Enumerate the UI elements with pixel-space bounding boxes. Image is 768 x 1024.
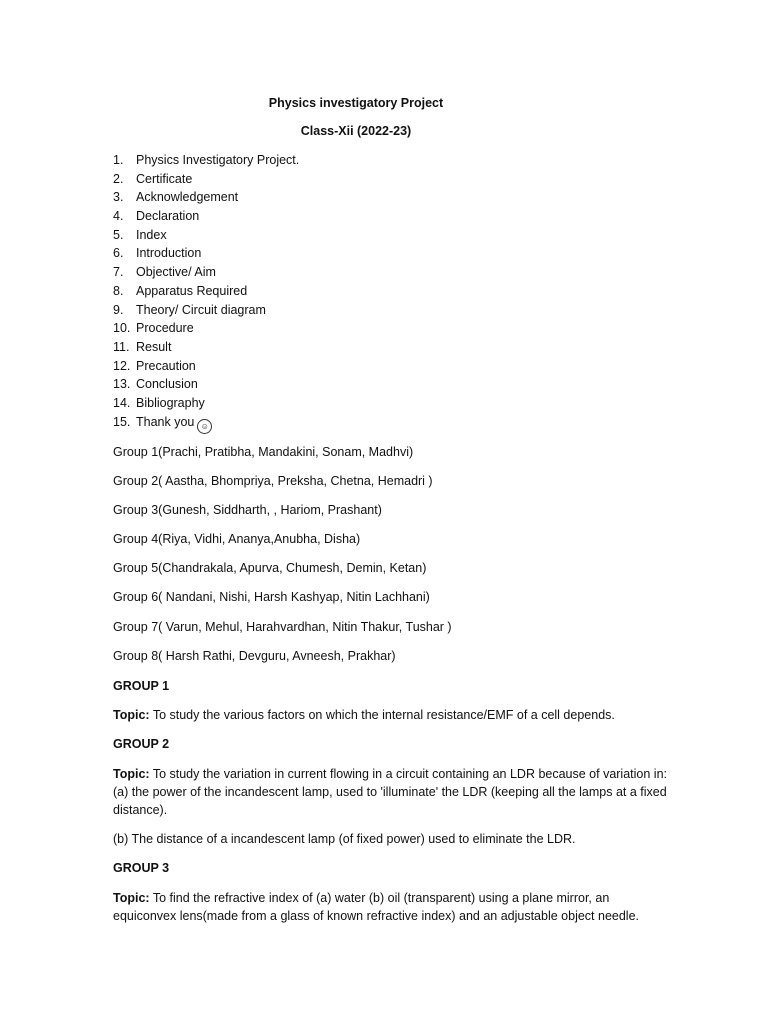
group-2-heading: GROUP 2 (113, 737, 170, 751)
group-2-part-b: (b) The distance of a incandescent lamp (of fixed power) used to eliminate the LDR. (113, 832, 576, 846)
list-item: 10. Procedure (113, 321, 194, 336)
group-2-topic: Topic: To study the variation in current flowing in a circuit containing an LDR because of variation in: (a) the power of the incandescent lamp, used to 'illuminate' the LDR (keeping all the lamps at a fixed distance). (113, 767, 667, 818)
group-3-heading: GROUP 3 (113, 861, 170, 875)
document-subtitle: Class-Xii (2022-23) (300, 124, 412, 138)
list-item: 14. Bibliography (113, 395, 205, 410)
list-item: 12. Precaution (113, 358, 196, 373)
list-item: 5. Index (113, 227, 167, 242)
group-item: Group 1(Prachi, Pratibha, Mandakini, Sonam, Madhvi) (113, 445, 414, 459)
list-item: 9. Theory/ Circuit diagram (113, 302, 266, 317)
list-item: 4. Declaration (113, 209, 200, 224)
contents-list (113, 151, 299, 431)
group-1-heading: GROUP 1 (113, 679, 170, 693)
group-item: Group 4(Riya, Vidhi, Ananya,Anubha, Disha) (113, 532, 361, 547)
list-item: 8. Apparatus Required (113, 283, 248, 298)
group-list (113, 443, 452, 676)
document-title: Physics investigatory Project (268, 96, 444, 110)
group-item: Group 7( Varun, Mehul, Harahvardhan, Nitin Thakur, Tushar ) (113, 619, 452, 634)
group-item: Group 6( Nandani, Nishi, Harsh Kashyap, Nitin Lachhani) (113, 590, 430, 605)
list-item: 11. Result (113, 339, 172, 354)
group-1-topic: Topic: To study the various factors on which the internal resistance/EMF of a cell depends. (113, 708, 615, 722)
smile-icon: ☺ (197, 419, 212, 434)
list-item: 2. Certificate (113, 171, 193, 186)
group-item: Group 2( Aastha, Bhompriya, Preksha, Chetna, Hemadri ) (113, 474, 433, 489)
list-item: 15. Thank you ☺ (113, 413, 299, 432)
group-item: Group 5(Chandrakala, Apurva, Chumesh, Demin, Ketan) (113, 561, 427, 576)
list-item: 7. Objective/ Aim (113, 265, 216, 280)
list-item: 6. Introduction (113, 246, 202, 261)
list-item: 1. Physics Investigatory Project. (113, 153, 300, 167)
group-3-topic: Topic: To find the refractive index of (a) water (b) oil (transparent) using a plane mirror, an equiconvex lens(made from a glass of known refractive index) and an adjustable object needle. (113, 891, 640, 924)
group-item: Group 8( Harsh Rathi, Devguru, Avneesh, Prakhar) (113, 648, 396, 663)
group-item: Group 3(Gunesh, Siddharth, , Hariom, Prashant) (113, 503, 382, 518)
list-item: 3. Acknowledgement (113, 190, 239, 205)
list-item: 13. Conclusion (113, 377, 198, 392)
